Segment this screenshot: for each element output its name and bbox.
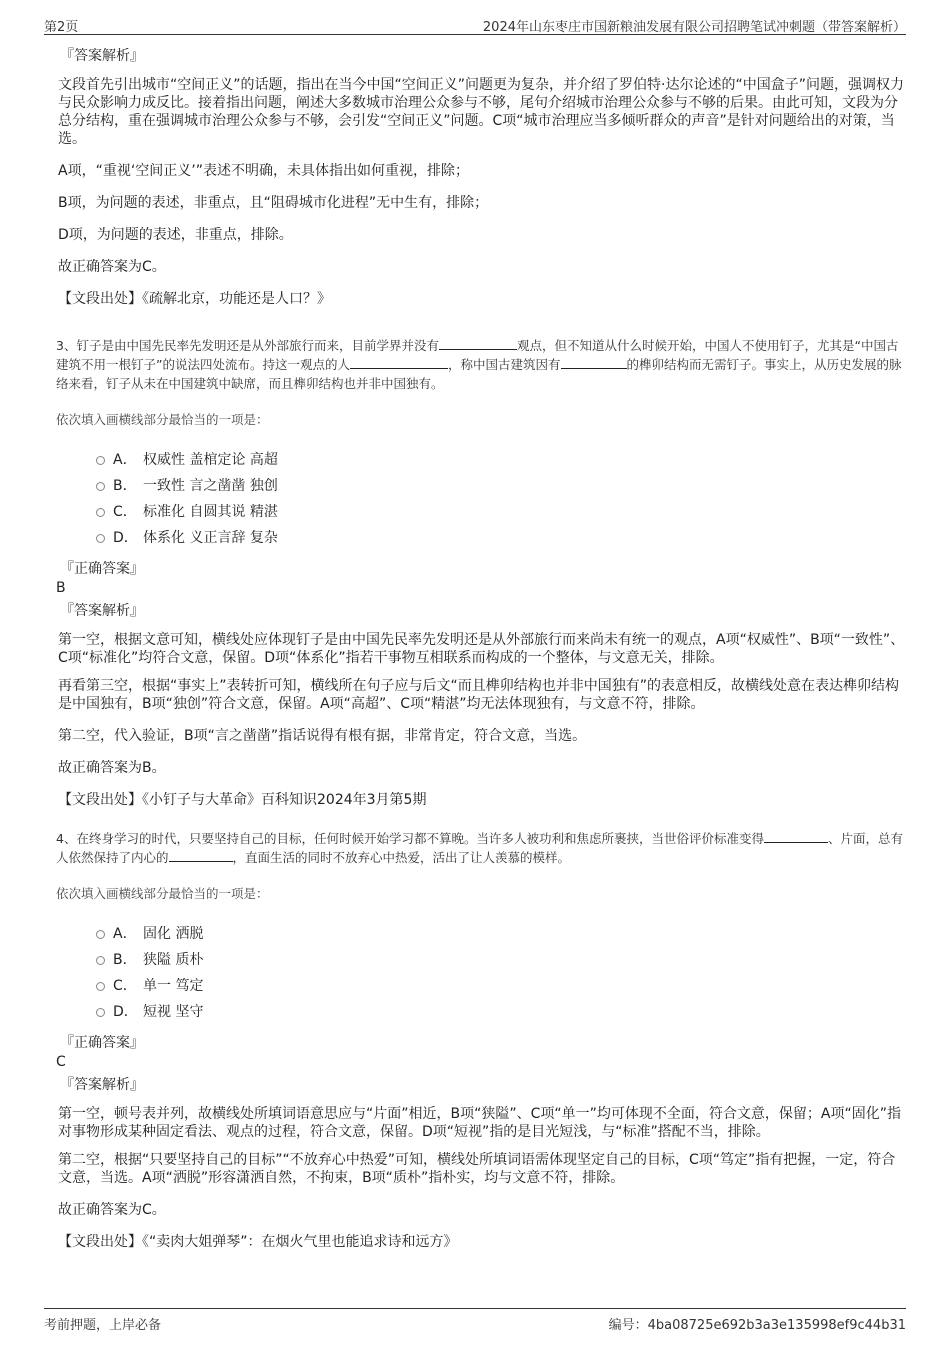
q2-analysis-paragraph: 文段首先引出城市“空间正义”的话题，指出在当今中国“空间正义”问题更为复杂，并介绍了罗伯特·达尔论述的“中国盒子”问题，强调权力与民众影响力成反比。接着指出问题，阐述大多数城市治理公众参与不够，尾句介绍城市治理公众参与不够的后果。由此可知，文段为分总分结构，重在强调城市治理公众参与不够，会引发“空间正义”问题。C项“城市治理应当多倾听群众的声音”是针对问题给出的对策，当选。 [58, 77, 904, 147]
radio-icon[interactable] [96, 956, 105, 965]
radio-icon[interactable] [96, 508, 105, 517]
radio-icon[interactable] [96, 534, 105, 543]
q4-source: 【文段出处】《“卖肉大姐弹琴”：在烟火气里也能追求诗和远方》 [58, 1234, 458, 1250]
q4-stem-part: 、片面，总有人依然保持了内心的 [56, 831, 903, 865]
q4-instruction: 依次填入画横线部分最恰当的一项是： [56, 886, 269, 901]
q2-analysis-paragraph: D项，为问题的表述，非重点，排除。 [58, 227, 293, 243]
q3-stem [56, 336, 906, 393]
q3-analysis-paragraph: 第一空，根据文意可知，横线处应体现钉子是由中国先民率先发明还是从外部旅行而来尚未有统一的观点，A项“权威性”、B项“一致性”、C项“标准化”均符合文意，保留。D项“体系化”指若干事物互相联系而构成的一个整体，与文意无关，排除。 [58, 632, 905, 666]
q4-answer: C [56, 1054, 66, 1070]
q2-analysis-paragraph: B项，为问题的表述，非重点，且“阻碍城市化进程”无中生有，排除； [58, 195, 489, 211]
option-letter: A． [113, 926, 137, 942]
option-letter: B． [113, 952, 137, 968]
option-text: 单一 笃定 [143, 978, 204, 994]
option-letter: A． [113, 452, 137, 468]
q4-option-c[interactable] [96, 973, 906, 999]
q3-option-b[interactable] [96, 473, 906, 499]
q3-stem-part: ，称中国古建筑因有 [447, 357, 561, 372]
q3-answer-label: 『正确答案』 [60, 561, 144, 577]
q4-blank-1 [764, 830, 828, 843]
radio-icon[interactable] [96, 456, 105, 465]
option-letter: B． [113, 478, 137, 494]
document-title: 2024年山东枣庄市国新粮油发展有限公司招聘笔试冲刺题（带答案解析） [482, 20, 906, 35]
radio-icon[interactable] [96, 982, 105, 991]
radio-icon[interactable] [96, 482, 105, 491]
q4-answer-label: 『正确答案』 [60, 1035, 144, 1051]
q2-source: 【文段出处】《疏解北京，功能还是人口？》 [58, 291, 331, 307]
q3-options [96, 447, 906, 551]
q3-stem-part: 的榫卯结构而无需钉子。事实上，从历史发展的脉络来看，钉子从未在中国建筑中缺席，而且榫卯结构也并非中国独有。 [56, 357, 902, 391]
q3-answer: B [56, 580, 66, 596]
document-code [609, 1314, 906, 1333]
q3-stem-part: 观点，但不知道从什么时候开始，中国人不使用钉子，尤其是“中国古建筑不用一根钉子”的说法四处流布。持这一观点的人 [56, 338, 899, 372]
q2-analysis-paragraph: A项，“重视‘空间正义’”表述不明确，未具体指出如何重视，排除； [58, 163, 469, 179]
q4-analysis-label: 『答案解析』 [60, 1077, 144, 1093]
q3-analysis-paragraph: 再看第三空，根据“事实上”表转折可知，横线所在句子应与后文“而且榫卯结构也并非中国独有”的表意相反，故横线处意在表达榫卯结构是中国独有，B项“独创”符合文意，保留。A项“高超”、C项“精湛”均无法体现独有，与文意不符，排除。 [58, 678, 900, 712]
q4-option-d[interactable] [96, 999, 906, 1025]
q3-option-c[interactable] [96, 499, 906, 525]
q3-blank-2 [350, 356, 448, 369]
option-text: 体系化 义正言辞 复杂 [143, 530, 278, 546]
q4-stem [56, 829, 906, 867]
page-header [44, 14, 906, 35]
q3-stem-part: 3、钉子是由中国先民率先发明还是从外部旅行而来，目前学界并没有 [56, 338, 439, 353]
q4-analysis-paragraph: 故正确答案为C。 [58, 1202, 166, 1218]
q4-blank-2 [169, 849, 233, 862]
footer-slogan: 考前押题，上岸必备 [44, 1318, 162, 1333]
q2-analysis-label: 『答案解析』 [60, 48, 144, 64]
q4-analysis-paragraph: 第一空，顿号表并列，故横线处所填词语意思应与“片面”相近，B项“狭隘”、C项“单一”均可体现不全面，符合文意，保留；A项“固化”指对事物形成某种固定看法、观点的过程，符合文意，保留。D项“短视”指的是目光短浅，与“标准”搭配不当，排除。 [58, 1106, 901, 1140]
radio-icon[interactable] [96, 930, 105, 939]
option-text: 短视 坚守 [143, 1004, 204, 1020]
page-footer [44, 1308, 906, 1331]
q4-option-a[interactable] [96, 921, 906, 947]
q3-blank-3 [561, 356, 627, 369]
option-text: 标准化 自圆其说 精湛 [143, 504, 278, 520]
option-text: 一致性 言之凿凿 独创 [143, 478, 278, 494]
page-number: 第2页 [44, 20, 79, 35]
q3-analysis-label: 『答案解析』 [60, 603, 144, 619]
option-letter: C． [113, 504, 137, 520]
document-code-label: 编号： [608, 1318, 648, 1333]
q3-analysis-paragraph: 故正确答案为B。 [58, 760, 166, 776]
q4-stem-part: 4、在终身学习的时代，只要坚持自己的目标，任何时候开始学习都不算晚。当许多人被功利和焦虑所裹挟，当世俗评价标准变得 [56, 831, 764, 846]
document-code-value: 4ba08725e692b3a3e135998ef9c44b31 [647, 1318, 906, 1333]
radio-icon[interactable] [96, 1008, 105, 1017]
q3-analysis-paragraph: 第二空，代入验证，B项“言之凿凿”指话说得有根有据，非常肯定，符合文意，当选。 [58, 728, 587, 744]
q3-option-a[interactable] [96, 447, 906, 473]
q2-analysis-paragraph: 故正确答案为C。 [58, 259, 166, 275]
option-letter: D． [113, 1004, 138, 1020]
option-letter: D． [113, 530, 138, 546]
q4-options [96, 921, 906, 1025]
q4-stem-part: ，直面生活的同时不放弃心中热爱，活出了让人羡慕的模样。 [232, 850, 571, 865]
q3-option-d[interactable] [96, 525, 906, 551]
q3-blank-1 [439, 337, 517, 350]
q4-analysis-paragraph: 第二空，根据“只要坚持自己的目标”“不放弃心中热爱”可知，横线处所填词语需体现坚定自己的目标，C项“笃定”指有把握，一定，符合文意，当选。A项“洒脱”形容潇洒自然，不拘束，B项“质朴”指朴实，均与文意不符，排除。 [58, 1152, 896, 1186]
page-content [56, 46, 906, 1267]
q4-option-b[interactable] [96, 947, 906, 973]
q3-instruction: 依次填入画横线部分最恰当的一项是： [56, 412, 269, 427]
option-text: 固化 洒脱 [143, 926, 204, 942]
q3-source: 【文段出处】《小钉子与大革命》百科知识2024年3月第5期 [58, 792, 427, 808]
option-letter: C． [113, 978, 137, 994]
option-text: 权威性 盖棺定论 高超 [143, 452, 278, 468]
option-text: 狭隘 质朴 [143, 952, 204, 968]
